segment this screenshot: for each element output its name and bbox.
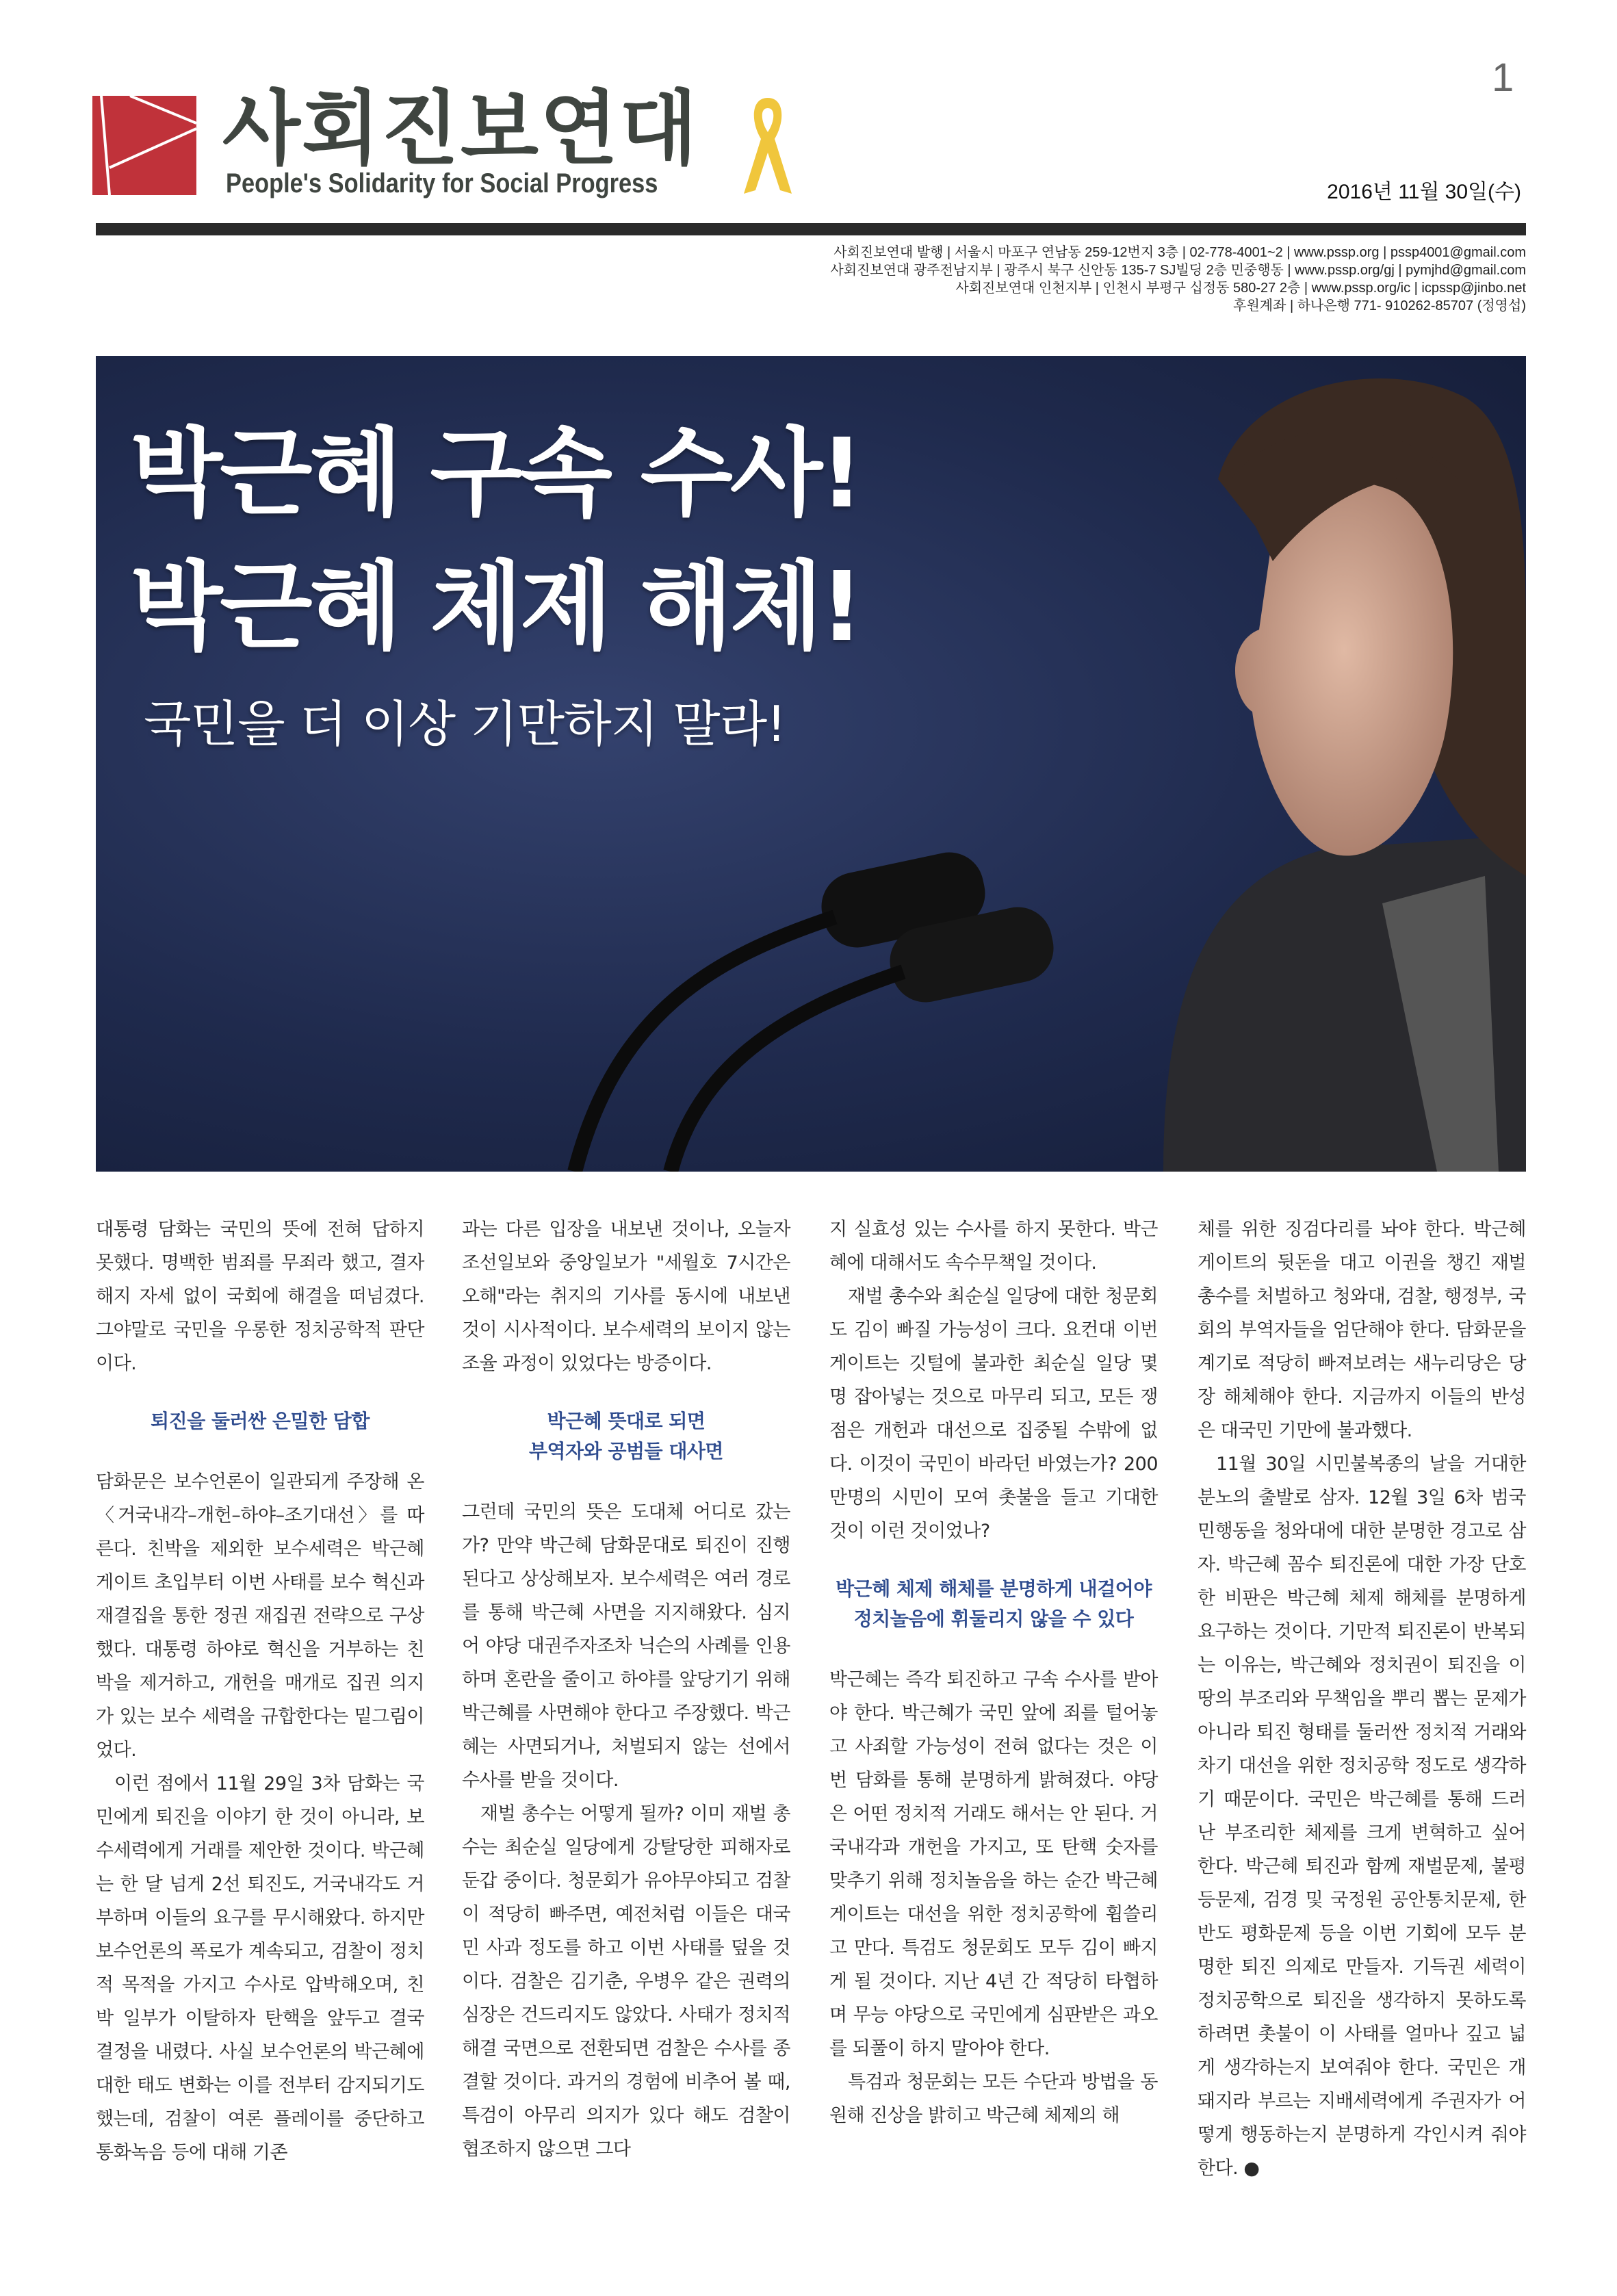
heading-line: 정치놀음에 휘둘리지 않을 수 있다 [853,1608,1134,1630]
paragraph: 특검과 청문회는 모든 수단과 방법을 동원해 진상을 밝히고 박근혜 체제의 해 [829,2072,1158,2126]
contact-line: 사회진보연대 인천지부 | 인천시 부평구 십정동 580-27 2층 | www.pssp.org/ic | icpssp@jinbo.net [955,281,1526,296]
masthead-subtitle: People's Solidarity for Social Progress [226,168,658,198]
organization-logo [92,96,196,195]
headline-line-1: 박근혜 구속 수사! [130,418,862,530]
masthead-title: 사회진보연대 [222,81,699,176]
article-column-2 [462,1213,790,2166]
heading-line: 박근혜 체제 해체를 분명하게 내걸어야 [836,1577,1152,1600]
publisher-contact [830,244,1526,315]
issue-date: 2016년 11월 30일(수) [1327,181,1521,203]
yellow-ribbon-icon [740,94,795,197]
paragraph: 지 실효성 있는 수사를 하지 못한다. 박근혜에 대해서도 속수무책일 것이다. [829,1219,1158,1274]
page-number: 1 [1492,55,1514,100]
hero-photo [96,356,1526,1172]
paragraph: 담화문은 보수언론이 일관되게 주장해 온 〈거국내각–개헌–하야–조기대선〉를 따른다. 친박을 제외한 보수세력은 박근혜 게이트 초입부터 이번 사태를 보수 혁신과 재결집을 통한 정권 재집권 전략으로 구상했다. 대통령 하야로 혁신을 거부하는 친박을 제거하고, 개헌을 매개로 집권 의지가 있는 보수 세력을 규합한다는 밑그림이었다. [96,1471,424,1761]
masthead-divider [96,223,1526,235]
heading-line: 박근혜 뜻대로 되면 [547,1410,706,1432]
paragraph: 11월 30일 시민불복종의 날을 거대한 분노의 출발로 삼자. 12월 3일 6차 범국민행동을 청와대에 대한 분명한 경고로 삼자. 박근혜 꼼수 퇴진론에 대한 가장 단호한 비판은 박근혜 체제 해체를 분명하게 요구하는 것이다. 기만적 퇴진론이 반복되는 이유는, 박근혜와 정치권이 퇴진을 이 땅의 부조리와 무책임을 뿌리 뽑는 문제가 아니라 퇴진 형태를 둘러싼 정치적 거래와 차기 대선을 위한 정치공학 정도로 생각하기 때문이다. 국민은 박근혜를 통해 드러난 부조리한 체제를 크게 변혁하고 싶어 한다. 박근혜 퇴진과 함께 재벌문제, 불평등문제, 검경 및 국정원 공안통치문제, 한반도 평화문제 등을 이번 기회에 모두 분명한 퇴진 의제로 만들자. 기득권 세력이 정치공학으로 퇴진을 생각하지 못하도록 하려면 촛불이 이 사태를 얼마나 깊고 넓게 생각하는지 보여줘야 한다. 국민은 개돼지라 부르는 지배세력에게 주권자가 어떻게 행동하는지 분명하게 각인시켜 줘야 한다. ● [1198,1454,1526,2179]
headline-line-2: 박근혜 체제 해체! [130,552,862,663]
paragraph: 이런 점에서 11월 29일 3차 담화는 국민에게 퇴진을 이야기 한 것이 아니라, 보수세력에게 거래를 제안한 것이다. 박근혜는 한 달 넘게 2선 퇴진도, 거국내각도 거부하며 이들의 요구를 무시해왔다. 하지만 보수언론의 폭로가 계속되고, 검찰이 정치적 목적을 가지고 수사로 압박해오며, 친박 일부가 이탈하자 탄핵을 앞두고 결국 결정을 내렸다. 사실 보수언론의 박근혜에 대한 태도 변화는 이를 전부터 감지되기도 했는데, 검찰이 여론 플레이를 중단하고 통화녹음 등에 대해 기존 [96,1773,424,2163]
section-heading [462,1406,790,1467]
heading-line: 부역자와 공범들 대사면 [529,1440,723,1462]
contact-line: 사회진보연대 발행 | 서울시 마포구 연남동 259-12번지 3층 | 02-778-4001~2 | www.pssp.org | pssp4001@gmail.com [833,245,1526,260]
article-column-4 [1198,1213,1526,2185]
paragraph: 재벌 총수와 최순실 일당에 대한 청문회도 김이 빠질 가능성이 크다. 요컨대 이번 게이트는 깃털에 불과한 최순실 일당 몇 명 잡아넣는 것으로 마무리 되고, 모든 쟁점은 개헌과 대선으로 집중될 수밖에 없다. 이것이 국민이 바라던 바였는가? 200만명의 시민이 모여 촛불을 들고 기대한 것이 이런 것이었나? [829,1286,1158,1542]
contact-line: 후원계좌 | 하나은행 771- 910262-85707 (정영섭) [1233,298,1526,313]
paragraph: 박근혜는 즉각 퇴진하고 구속 수사를 받아야 한다. 박근혜가 국민 앞에 죄를 털어놓고 사죄할 가능성이 전혀 없다는 것은 이번 담화를 통해 분명하게 밝혀졌다. 야당은 어떤 정치적 거래도 해서는 안 된다. 거국내각과 개헌을 가지고, 또 탄핵 숫자를 맞추기 위해 정치놀음을 하는 순간 박근혜 게이트는 대선을 위한 정치공학에 휩쓸리고 만다. 특검도 청문회도 모두 김이 빠지게 될 것이다. 지난 4년 간 적당히 타협하며 무능 야당으로 국민에게 심판받은 과오를 되풀이 하지 말아야 한다. [829,1669,1158,2059]
subheadline: 국민을 더 이상 기만하지 말라! [144,695,786,753]
section-heading [829,1574,1158,1634]
paragraph: 대통령 담화는 국민의 뜻에 전혀 답하지 못했다. 명백한 범죄를 무죄라 했고, 결자해지 자세 없이 국회에 해결을 떠넘겼다. 그야말로 국민을 우롱한 정치공학적 판단이다. [96,1219,424,1374]
paragraph: 과는 다른 입장을 내보낸 것이나, 오늘자 조선일보와 중앙일보가 "세월호 7시간은 오해"라는 취지의 기사를 동시에 내보낸 것이 시사적이다. 보수세력의 보이지 않는 조율 과정이 있었다는 방증이다. [462,1219,790,1374]
article-column-1 [96,1213,424,2169]
section-heading: 퇴진을 둘러싼 은밀한 담합 [151,1410,370,1432]
paragraph: 체를 위한 징검다리를 놔야 한다. 박근혜 게이트의 뒷돈을 대고 이권을 챙긴 재벌 총수를 처벌하고 청와대, 검찰, 행정부, 국회의 부역자들을 엄단해야 한다. 담화문을 계기로 적당히 빠져보려는 새누리당은 당장 해체해야 한다. 지금까지 이들의 반성은 대국민 기만에 불과했다. [1198,1219,1526,1441]
paragraph: 그런데 국민의 뜻은 도대체 어디로 갔는가? 만약 박근혜 담화문대로 퇴진이 진행된다고 상상해보자. 보수세력은 여러 경로를 통해 박근혜 사면을 지지해왔다. 심지어 야당 대권주자조차 닉슨의 사례를 인용하며 혼란을 줄이고 하야를 앞당기기 위해 박근혜를 사면해야 한다고 주장했다. 박근혜는 사면되거나, 처벌되지 않는 선에서 수사를 받을 것이다. [462,1501,790,1791]
article-column-3 [829,1213,1158,2132]
contact-line: 사회진보연대 광주전남지부 | 광주시 북구 신안동 135-7 SJ빌딩 2층 민중행동 | www.pssp.org/gj | pymjhd@gmail.com [830,263,1526,278]
paragraph: 재벌 총수는 어떻게 될까? 이미 재벌 총수는 최순실 일당에게 강탈당한 피해자로 둔갑 중이다. 청문회가 유야무야되고 검찰이 적당히 빠주면, 예전처럼 이들은 대국민 사과 정도를 하고 이번 사태를 덮을 것이다. 검찰은 김기춘, 우병우 같은 권력의 심장은 건드리지도 않았다. 사태가 정치적 해결 국면으로 전환되면 검찰은 수사를 종결할 것이다. 과거의 경험에 비추어 볼 때, 특검이 아무리 의지가 있다 해도 검찰이 협조하지 않으면 그다 [462,1803,790,2160]
